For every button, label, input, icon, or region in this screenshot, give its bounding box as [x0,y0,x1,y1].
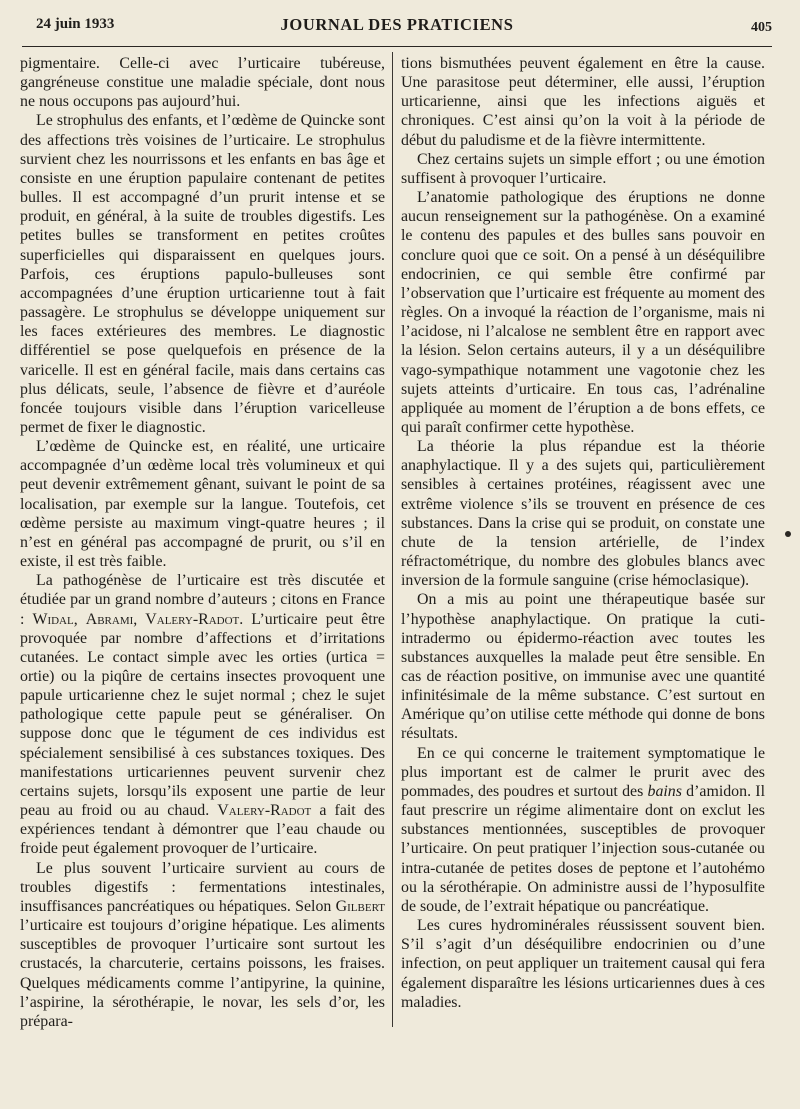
paragraph: Le strophulus des enfants, et l’œdème de Quincke sont des affections très voisines de l’urticaire. Le strophulus survient chez les nourrissons et les enfants en bas âge et consiste en une éruption papulaire contenant de petites bulles. Il est accompagné d’un prurit intense et se produit, en général, à la suite de troubles digestifs. Les petites bulles se transforment en petites croûtes superficielles qui disparaissent en quelques jours. Parfois, ces éruptions papulo-bulleuses sont accompagnées d’une éruption urticarienne tout à fait passagère. Le strophulus se développe uniquement sur les faces extérieures des membres. Le diagnostic différentiel se pose quelquefois en présence de la varicelle. Il est en général facile, mais dans certains cas plus délicats, seule, l’absence de fièvre et d’auréole foncée toujours visible dans l’éruption varicelleuse permet de fixer le diagnostic. [20,112,385,436]
author-name: Gilbert [335,897,385,915]
paragraph: La pathogénèse de l’urticaire est très discutée et étudiée par un grand nombre d’auteurs ; citons en France : Widal, Abrami, Valery-Radot. L’urticaire peut être provoquée par nombre d’affections et d’irritations cutanées. Le contact simple avec les orties (urtica = ortie) ou la piqûre de certains insectes provoquent une papule urticarienne chez le sujet normal ; chez le sujet pathologique cette papule peut se généraliser. On suppose donc que le tégument de ces individus est spécialement sensibilisé à ces substances toxiques. Des manifestations urticariennes peuvent survenir chez certains sujets, lorsqu’ils exposent une partie de leur peau au froid ou au chaud. Valery-Radot a fait des expériences tendant à démontrer que l’eau chaude ou froide peut également provoquer de l’urticaire. [20,572,385,858]
author-name: Abrami [85,610,134,628]
text-run: a fait des expériences tendant à démontrer que l’eau chaude ou froide peut également provoquer de l’urticaire. [20,802,385,858]
text-run: Le plus souvent l’urticaire survient au cours de troubles digestifs : fermentations intestinales, insuffisances pancréatiques ou hépatiques. Selon [20,859,385,915]
paragraph: L’anatomie pathologique des éruptions ne donne aucun renseignement sur la pathogénèse. On a examiné le contenu des papules et des bulles sans pouvoir en conclure quoi que ce soit. On a pensé à un déséquilibre endocrinien, ce qui semble être confirmé par l’observation que l’urticaire est fréquente au moment des règles. On a invoqué la réaction de l’organisme, mais ni l’acidose, ni l’alcalose ne semblent être en rapport avec la lésion. Selon certains auteurs, il y a un déséquilibre vago-sympathique notamment une vagotonie chez les sujets atteints d’urticaire. En tous cas, l’adrénaline appliquée au moment de l’éruption a de bons effets, ce qui paraît confirmer cette hypothèse. [401,189,765,436]
paragraph: tions bismuthées peuvent également en être la cause. Une parasitose peut déterminer, elle aussi, l’éruption urticarienne, ainsi que les infections aiguës et chroniques. C’est ainsi qu’on la voit à la période de début du paludisme et de la fièvre intermittente. [401,55,765,149]
paragraph: L’œdème de Quincke est, en réalité, une urticaire accompagnée d’un œdème local très volumineux et qui peut devenir extrêmement gênant, suivant le point de sa localisation, par exemple sur la langue. Toutefois, cet œdème persiste au maximum vingt-quatre heures ; il n’est en général pas accompagné de prurit, ou s’il en existe, il est très faible. [20,438,385,571]
left-column [20,54,385,1031]
text-run: l’urticaire est toujours d’origine hépatique. Les aliments susceptibles de provoquer l’urticaire sont surtout les crustacés, la charcuterie, certains poissons, les fraises. Quelques médicaments comme l’antipyrine, la quinine, l’aspirine, la sérothérapie, le novar, les sels d’or, les prépara- [20,917,385,1030]
column-divider [392,52,393,1027]
journal-title: JOURNAL DES PRATICIENS [280,15,514,34]
paragraph: Les cures hydrominérales réussissent souvent bien. S’il s’agit d’un déséquilibre endocrinien ou d’une infection, on peut appliquer un traitement causal qui fera également disparaître les lésions urticariennes dues à ces maladies. [401,917,765,1011]
author-name: Widal [32,610,74,628]
paragraph: La théorie la plus répandue est la théorie anaphylactique. Il y a des sujets qui, particulièrement sensibles à certaines protéines, réagissent avec une extrême violence s’ils se trouvent en présence de ces substances. Dans la crise qui se produit, on constate une chute de la tension artérielle, de l’index réfractométrique, du nombre des globules blancs avec inversion de la formule sanguine (crise hémoclasique). [401,438,765,590]
text-run: La pathogénèse de l’urticaire est très discutée et étudiée par un grand nombre d’auteurs ; citons en France : [20,572,385,628]
paragraph: On a mis au point une thérapeutique basée sur l’hypothèse anaphylactique. On pratique la cuti-intradermo ou épidermo-réaction avec toutes les substances auxquelles la malade peut être sensible. En cas de réaction positive, on immunise avec une quantité infinitésimale de la même substance. C’est surtout en Amérique qu’on utilise cette méthode qui donne de bons résultats. [401,591,765,743]
right-column [401,54,765,1012]
margin-dot [785,531,791,537]
author-name: Valery-Radot [217,802,312,820]
paragraph [401,744,765,916]
author-name: Valery-Radot [145,610,240,628]
page-number: 405 [751,20,772,35]
paragraph: pigmentaire. Celle-ci avec l’urticaire tubéreuse, gangréneuse constitue une maladie spéciale, dont nous ne nous occupons pas aujourd’hui. [20,55,385,111]
text-run: En ce qui concerne le traitement symptomatique le plus important est de calmer le prurit avec des pommades, des poudres et surtout des [401,744,765,800]
paragraph: Chez certains sujets un simple effort ; ou une émotion suffisent à provoquer l’urticaire. [401,150,765,187]
page-header [22,10,772,47]
text-run: L’urticaire peut être provoquée par nombre d’affections et d’irritations cutanées. Le contact simple avec les orties (urtica = ortie) ou la piqûre de certains insectes provoquent une papule urticarienne chez le sujet normal ; chez le sujet pathologique cette papule peut se généraliser. On suppose donc que le tégument de ces individus est spécialement sensibilisé à ces substances toxiques. Des manifestations urticariennes peuvent survenir chez certains sujets, lorsqu’ils exposent une partie de leur peau au froid ou au chaud. [20,610,385,820]
issue-date: 24 juin 1933 [36,16,115,32]
italic-term: bains [647,782,682,800]
text-run: d’amidon. Il faut prescrire un régime alimentaire dont on exclut les substances mentionnées, susceptibles de provoquer l’urticaire. On peut pratiquer l’injection sous-cutanée ou intra-cutanée de petites doses de peptone et l’autohémo ou la sérothérapie. On administre aussi de l’hyposulfite de soude, de l’extrait hépatique ou pancréatique. [401,782,765,915]
paragraph [20,859,385,1031]
